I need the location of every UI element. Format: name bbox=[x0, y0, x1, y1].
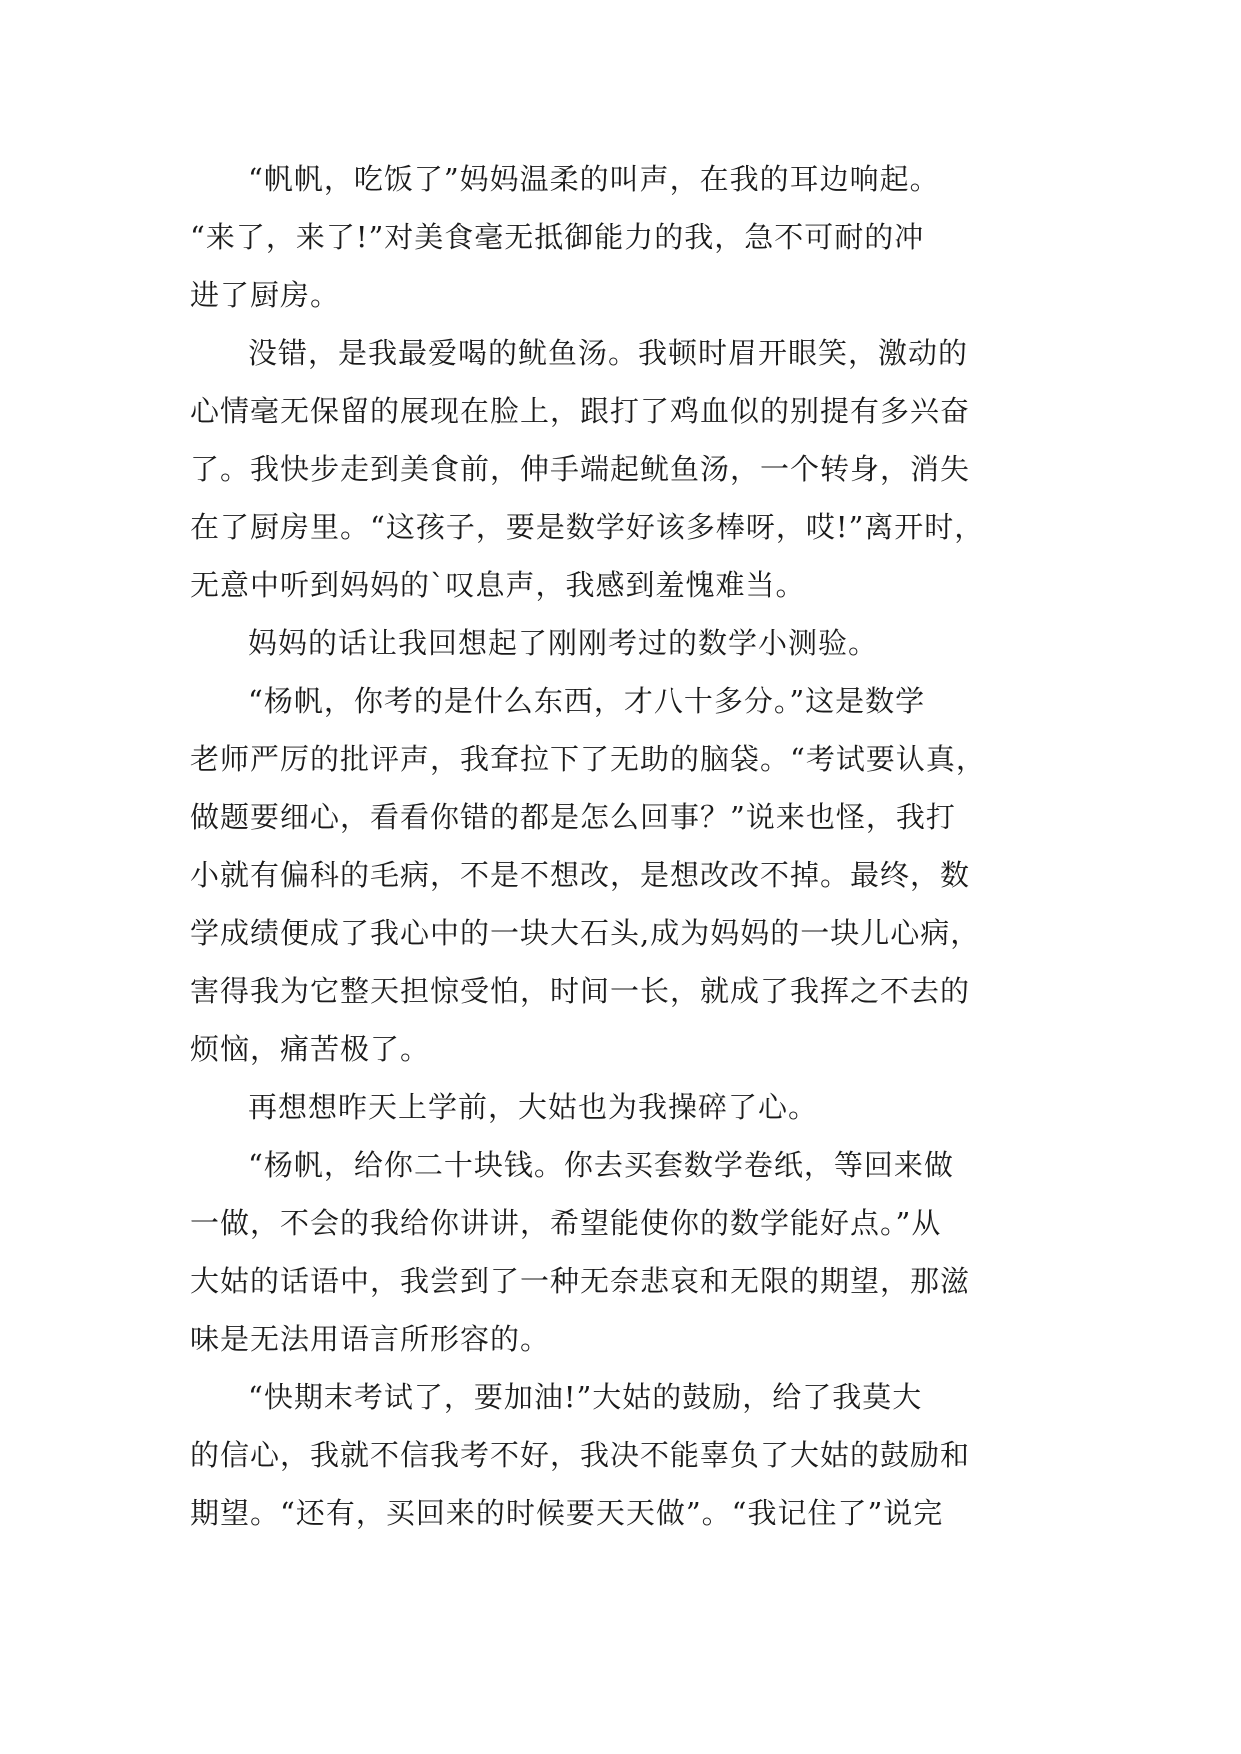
text-line: 在了厨房里。“这孩子，要是数学好该多棒呀，哎!”离开时， bbox=[190, 510, 985, 544]
paragraph-1 bbox=[190, 150, 1060, 324]
paragraph-2 bbox=[190, 324, 1060, 614]
text-line: 做题要细心，看看你错的都是怎么回事？”说来也怪，我打 bbox=[190, 800, 956, 834]
paragraph-4 bbox=[190, 672, 1060, 1078]
text-line: 没错，是我最爱喝的鱿鱼汤。我顿时眉开眼笑，激动的 bbox=[248, 336, 969, 370]
paragraph-5 bbox=[190, 1078, 1060, 1136]
text-line: 大姑的话语中，我尝到了一种无奈悲哀和无限的期望，那滋 bbox=[190, 1264, 971, 1298]
essay-body bbox=[190, 150, 1060, 1542]
text-line: 了。我快步走到美食前，伸手端起鱿鱼汤，一个转身，消失 bbox=[190, 452, 971, 486]
text-line: 妈妈的话让我回想起了刚刚考过的数学小测验。 bbox=[248, 626, 879, 660]
text-line: 期望。“还有，买回来的时候要天天做”。“我记住了”说完 bbox=[190, 1496, 944, 1530]
text-line: “快期末考试了，要加油!”大姑的鼓励，给了我莫大 bbox=[248, 1380, 923, 1414]
text-line: “帆帆，吃饭了”妈妈温柔的叫声，在我的耳边响起。 bbox=[248, 162, 940, 196]
text-line: “杨帆，你考的是什么东西，才八十多分。”这是数学 bbox=[248, 684, 926, 718]
paragraph-3 bbox=[190, 614, 1060, 672]
paragraph-6 bbox=[190, 1136, 1060, 1368]
text-line: “杨帆，给你二十块钱。你去买套数学卷纸，等回来做 bbox=[248, 1148, 954, 1182]
paragraph-7 bbox=[190, 1368, 1060, 1542]
text-line: 害得我为它整天担惊受怕，时间一长，就成了我挥之不去的 bbox=[190, 974, 971, 1008]
text-line: 心情毫无保留的展现在脸上，跟打了鸡血似的别提有多兴奋 bbox=[190, 394, 971, 428]
text-line: 无意中听到妈妈的`叹息声，我感到羞愧难当。 bbox=[190, 568, 806, 602]
text-line: “来了，来了!”对美食毫无抵御能力的我，急不可耐的冲 bbox=[190, 220, 925, 254]
text-line: 老师严厉的批评声，我耷拉下了无助的脑袋。“考试要认真， bbox=[190, 742, 986, 776]
text-line: 味是无法用语言所形容的。 bbox=[190, 1322, 551, 1356]
text-line: 烦恼，痛苦极了。 bbox=[190, 1032, 431, 1066]
text-line: 的信心，我就不信我考不好，我决不能辜负了大姑的鼓励和 bbox=[190, 1438, 971, 1472]
text-line: 一做，不会的我给你讲讲，希望能使你的数学能好点。”从 bbox=[190, 1206, 942, 1240]
text-line: 小就有偏科的毛病，不是不想改，是想改改不掉。最终，数 bbox=[190, 858, 971, 892]
text-line: 进了厨房。 bbox=[190, 278, 341, 312]
text-line: 再想想昨天上学前，大姑也为我操碎了心。 bbox=[248, 1090, 819, 1124]
text-line: 学成绩便成了我心中的一块大石头,成为妈妈的一块儿心病， bbox=[190, 916, 981, 950]
